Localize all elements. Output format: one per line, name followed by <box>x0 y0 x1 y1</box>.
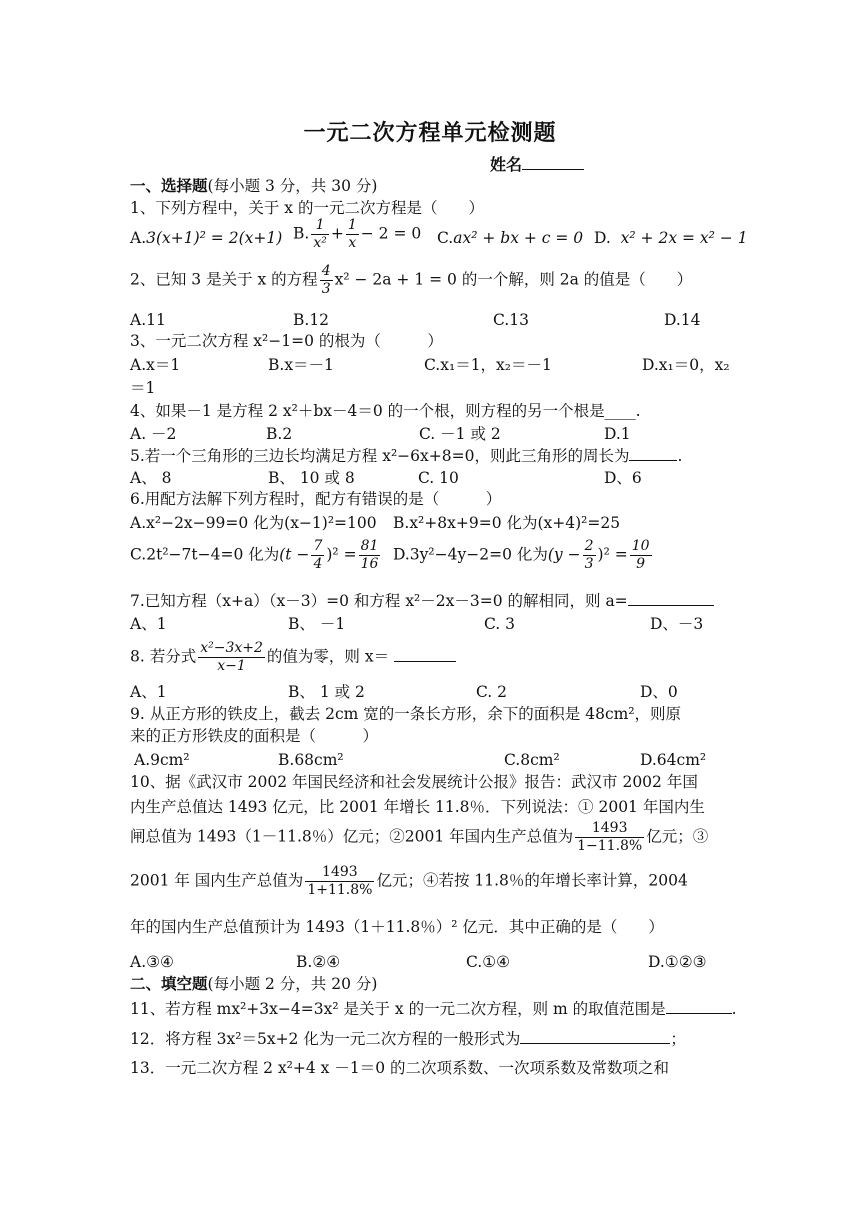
section2-header: 二、填空题(每小题 2 分，共 20 分) <box>130 974 378 993</box>
q3-option-c: C.x₁＝1，x₂＝－1 <box>424 356 552 374</box>
q8-option-c: C. 2 <box>476 683 508 701</box>
q4-stem: 4、如果－1 是方程 2 x²＋bx－4＝0 的一个根，则方程的另一个根是____. <box>130 402 641 420</box>
q9-option-d: D.64cm² <box>640 751 707 769</box>
q6-option-d: D.3y²−4y−2=0 化为(y − $\frac{2}{3}$ )² = $\frac{10}{9}$ <box>393 538 650 572</box>
name-label: 姓名 <box>490 155 523 174</box>
q3-option-b: B.x＝－1 <box>268 356 334 374</box>
name-field <box>490 152 584 175</box>
q6-option-c: C.2t²−7t−4=0 化为(t − $\frac{7}{4}$ )² = $\frac{81}{16}$ <box>130 538 379 572</box>
q1-option-a: A.3(x+1)² = 2(x+1) <box>130 229 283 247</box>
q5-option-c: C. 10 <box>418 469 459 487</box>
q5-option-b: B、 10 或 8 <box>268 469 355 487</box>
q10-line3: 闸总值为 1493（1－11.8％）亿元；②2001 年国内生产总值为 $\frac{1493}{1-11.8\%}$ 亿元；③ <box>130 820 709 854</box>
q9-line2: 来的正方形铁皮的面积是（ ） <box>130 727 379 745</box>
q7-option-b: B、 －1 <box>288 615 346 633</box>
q9-option-c: C.8cm² <box>504 751 560 769</box>
q2-option-a: A.11 <box>130 311 166 329</box>
q10-line4: 2001 年 国内生产总值为 $\frac{1493}{1+11.8\%}$ 亿元；④若按 11.8％的年增长率计算，2004 <box>130 864 688 898</box>
q11-stem: 11、若方程 mx²+3x−4=3x² 是关于 x 的一元二次方程，则 m 的取值范围是 . <box>130 1000 737 1018</box>
q10-option-a: A.③④ <box>130 953 174 971</box>
q2-option-b: B.12 <box>293 311 330 329</box>
q4-option-a: A. －2 <box>130 425 177 443</box>
q10-option-c: C.①④ <box>466 953 511 971</box>
q7-option-d: D、－3 <box>650 615 704 633</box>
q1-option-b: B. $\frac{1}{\text{x²}}$ + $\frac{1}{x}$ − 2 = 0 <box>293 217 422 251</box>
q3-option-d: D.x₁＝0，x₂ <box>642 356 730 374</box>
q6-option-a: A.x²−2x−99=0 化为(x−1)²=100 <box>130 514 377 532</box>
q7-option-c: C. 3 <box>484 615 516 633</box>
q3-option-d-cont: ＝1 <box>130 379 156 397</box>
q4-option-d: D.1 <box>604 425 631 443</box>
q5-option-d: D、6 <box>604 469 642 487</box>
q3-stem: 3、一元二次方程 x²−1=0 的根为（ ） <box>130 332 443 350</box>
section1-header: 一、选择题(每小题 3 分，共 30 分) <box>130 176 378 195</box>
q1-option-d: D. x² + 2x = x² − 1 <box>594 229 748 247</box>
doc-title: 一元二次方程单元检测题 <box>303 120 557 146</box>
q10-line2: 内生产总值达 1493 亿元，比 2001 年增长 11.8％．下列说法：① 2001 年国内生 <box>130 798 705 816</box>
q10-option-d: D.①②③ <box>648 953 707 971</box>
q10-option-b: B.②④ <box>296 953 341 971</box>
q8-option-d: D、0 <box>640 683 678 701</box>
q13-stem: 13．一元二次方程 2 x²+4 x －1＝0 的二次项系数、一次项系数及常数项之和 <box>130 1059 669 1077</box>
q8-option-b: B、 1 或 2 <box>288 683 365 701</box>
q12-stem: 12．将方程 3x²＝5x+2 化为一元二次方程的一般形式为 ； <box>130 1030 686 1048</box>
q2-option-d: D.14 <box>664 311 701 329</box>
q8-option-a: A、1 <box>130 683 167 701</box>
q4-option-c: C. －1 或 2 <box>419 425 501 443</box>
q4-option-b: B.2 <box>266 425 293 443</box>
q9-option-a: A.9cm² <box>134 751 190 769</box>
q9-line1: 9. 从正方形的铁皮上，截去 2cm 宽的一条长方形，余下的面积是 48cm²，则原 <box>130 705 682 723</box>
q2-stem: 2、已知 3 是关于 x 的方程 $\frac{4}{3}$ x² − 2a + 1 = 0 的一个解，则 2a 的值是（ ） <box>130 263 693 297</box>
q6-stem: 6.用配方法解下列方程时，配方有错误的是（ ） <box>130 490 502 508</box>
q7-option-a: A、1 <box>130 615 167 633</box>
q5-option-a: A、 8 <box>130 469 172 487</box>
q10-line1: 10、据《武汉市 2002 年国民经济和社会发展统计公报》报告：武汉市 2002 年国 <box>130 773 698 791</box>
q2-option-c: C.13 <box>493 311 529 329</box>
q1-stem: 1、下列方程中，关于 x 的一元二次方程是（ ） <box>130 199 484 217</box>
name-blank <box>522 154 584 170</box>
q8-stem: 8. 若分式 $\frac{\text{x²−3x+2}}{x-1}$ 的值为零，则 x＝ <box>130 640 456 675</box>
q1-option-c: C.ax² + bx + c = 0 <box>437 229 584 247</box>
q5-stem: 5.若一个三角形的三边长均满足方程 x²−6x+8=0，则此三角形的周长为 . <box>130 447 683 465</box>
q9-option-b: B.68cm² <box>278 751 344 769</box>
q3-option-a: A.x＝1 <box>130 356 181 374</box>
q10-line5: 年的国内生产总值预计为 1493（1＋11.8％）² 亿元．其中正确的是（ ） <box>130 918 664 936</box>
q7-stem: 7.已知方程（x+a）（x－3）=0 和方程 x²－2x－3=0 的解相同，则 a= <box>130 590 714 611</box>
q6-option-b: B.x²+8x+9=0 化为(x+4)²=25 <box>393 514 621 532</box>
